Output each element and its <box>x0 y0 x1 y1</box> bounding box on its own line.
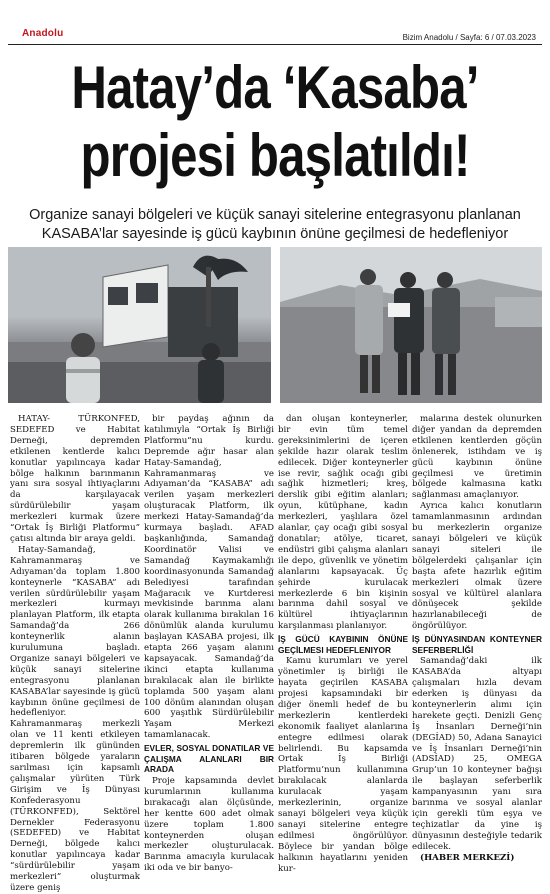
header-rule <box>8 44 542 45</box>
article-body <box>10 414 544 893</box>
paragraph: bir paydaş ağının da katılımıyla “Ortak İş Birliği Platformu”nu kurdu. Depremde ağır hasar alan Hatay-Samandağ, Kahramanmaraş ve Adıyaman’da “KASABA” adı verilen yaşam merkezleri oluşturacak Platform, ilk merkezi Hatay-Samandağ’da kurmaya başladı. AFAD başkanlığında, Samandağ Koordinatör Valisi ve Samandağ Kaymakamlığı koordinasyonunda Samandağ Belediyesi tarafından Mağaracık ve Kurtderesi mevkisinde barınma alanı olarak kullanıma bırakılan 16 dönümlük alanda kurulumu başlayan KASABA projesi, ilk etapta 266 yaşam alanını kapsayacak. Samandağ’da ikinci etapta kullanıma bırakılacak alan ile birlikte toplamda 500 yaşam alanı 100 dönüm alanından oluşan 600 yaşıtlık Sürdürülebilir Yaşam Merkezi tamamlanacak. <box>144 414 274 741</box>
subheading: İŞ DÜNYASINDAN KONTEYNER SEFERBERLİĞİ <box>412 634 542 655</box>
page-header <box>0 0 550 44</box>
photo-officials <box>280 247 542 403</box>
paragraph: HATAY- TÜRKONFED, SEDEFED ve Habitat Derneği, depremden etkilenen kentlerde kalıcı konutlar yapılıncaya kadar bölge halkının barınmanın yanı sıra sosyal ihtiyaçlarını da karşılayacak sürdürülebilir yaşam merkezleri kurmak üzere “Ortak İş Birliği Platformu” çatısı altında bir araya geldi. <box>10 414 140 544</box>
paragraph: Proje kapsamında devlet kurumlarının kullanıma bırakacağı alan ölçüsünde, her kentte 600 adet olmak üzere toplam 1.800 konteynerden oluşan merkezler oluşturulacak. Barınma amacıyla kurulacak iki oda ve bir banyo- <box>144 775 274 874</box>
page-info: Bizim Anadolu / Sayfa: 6 / 07.03.2023 <box>402 33 536 42</box>
article-deck: Organize sanayi bölgeleri ve küçük sanayi sitelerine entegrasyonu planlanan KASABA’lar sayesinde iş gücü kaybının önüne geçilmesi de hedefleniyor <box>29 207 521 242</box>
article-column-3 <box>278 414 408 874</box>
article-column-1 <box>10 414 140 894</box>
photo-officials-scene <box>280 247 542 403</box>
subheading: EVLER, SOSYAL DONATILAR VE ÇALIŞMA ALANLARI BIR ARADA <box>144 743 274 775</box>
paragraph: Kamu kurumları ve yerel yönetimler iş birliği ile hayata geçirilen KASABA projesi kapsamındaki bir diğer önemli hedef de bu merkezlerin kentlerdeki ekonomik faaliyet alanlarına entegre edilmesi olarak belirlendi. Bu kapsamda Ortak İş Birliği Platformu’nun kullanımına bırakılacak alanlarda kurulacak yaşam merkezlerinin, organize sanayi bölgeleri veya küçük sanayi sitelerine entegre edilmesi öngörülüyor. Böylece bir yandan bölge halkının hayatlarını yeniden kur- <box>278 656 408 874</box>
subheading: İŞ GÜCÜ KAYBININ ÖNÜNE GEÇİLMESI HEDEFLENIYOR <box>278 634 408 655</box>
paragraph: Hatay-Samandağ, Kahramanmaraş ve Adıyaman’da toplam 1.800 konteynerle “KASABA” adı verilen sürdürülebilir yaşam merkezleri kurmayı planlayan Platform, ilk etapta Samandağ’da 266 konteynerlik alanın kurulumuna başladı. Organize sanayi bölgeleri ve küçük sanayi sitelerine entegrasyonu planlanan KASABA’lar sayesinde iş gücü kaybının önüne geçilmesi de hedefleniyor. Kahramanmaraş merkezli olan ve 11 kenti etkileyen depremlerin ilk gününden itibaren bölgede yaraların sarılması için kapsamlı çalışmalar yürüten Türk Girişim ve İş Dünyası Konfederasyonu (TÜRKONFED), Sektörel Dernekler Federasyonu (SEDEFED) ve Habitat Derneği, bölgede kalıcı konutlar yapılıncaya kadar “sürdürülebilir yaşam merkezleri” oluşturmak üzere geniş <box>10 544 140 893</box>
headline-line-2: projesi başlatıldı! <box>80 122 470 189</box>
photo-containers-scene <box>8 247 271 403</box>
headline-line-1: Hatay’da ‘Kasaba’ <box>71 54 479 121</box>
paragraph: Ayrıca kalıcı konutların tamamlanmasının ardından bu merkezlerin organize sanayi bölgeleri ve küçük sanayi siteleri ile bölgelerdeki çalışanlar için başta afete hazırlık eğitim merkezleri olmak üzere sosyal ve kültürel alanlara dönüşecek şekilde hazırlanabileceği de öngörülüyor. <box>412 501 542 632</box>
paragraph: dan oluşan konteynerler, bir evin tüm temel gereksinimlerini de içeren şekilde hazır olarak teslim edilecek. Diğer konteynerler ise revir, sağlık ocağı gibi sağlık hizmetleri; kreş, derslik gibi eğitim alanları; oyun, kütüphane, kadın merkezleri, yaşlılara özel alanlar, çay ocağı gibi sosyal donatılar; atölye, ticaret, endüstri gibi çalışma alanları ile depo, güvenlik ve yönetim alanlarını kapsayacak. Üç şehirde kurulacak merkezlerde 6 bin kişinin barınma dahil sosyal ve kültürel ihtiyaçlarının karşılanması planlanıyor. <box>278 414 408 632</box>
article-column-4 <box>412 414 542 864</box>
paragraph: malarına destek olunurken diğer yandan da depremden etkilenen kentlerden göçün önlenerek, istihdam ve iş gücü kaybının önüne geçilmesi ve üretimin bölgede kalmasına katkı sağlanması amaçlanıyor. <box>412 414 542 501</box>
article-column-2 <box>144 414 274 874</box>
newspaper-logo: Anadolu <box>22 28 64 39</box>
paragraph: Samandağ’daki ilk KASABA’da altyapı çalışmaları hızla devam ederken iş dünyası da konteynerlerin alımı için harekete geçti. Denizli Genç İş İnsanları Derneği’nin (DEGİAD) 50, Adana Sanayici ve İş İnsanları Derneği’nin (ADSİAD) 25, OMEGA Grup’un 10 konteyner bağışı ile başlayan seferberlik kampanyasının yanı sıra barınma ve sosyal alanlar için gerekli tüm eşya ve teçhizatlar da yine iş dünyasının desteğiyle tedarik edilecek. <box>412 656 542 852</box>
article-signature: (HABER MERKEZİ) <box>420 852 515 863</box>
photo-containers <box>8 247 271 403</box>
